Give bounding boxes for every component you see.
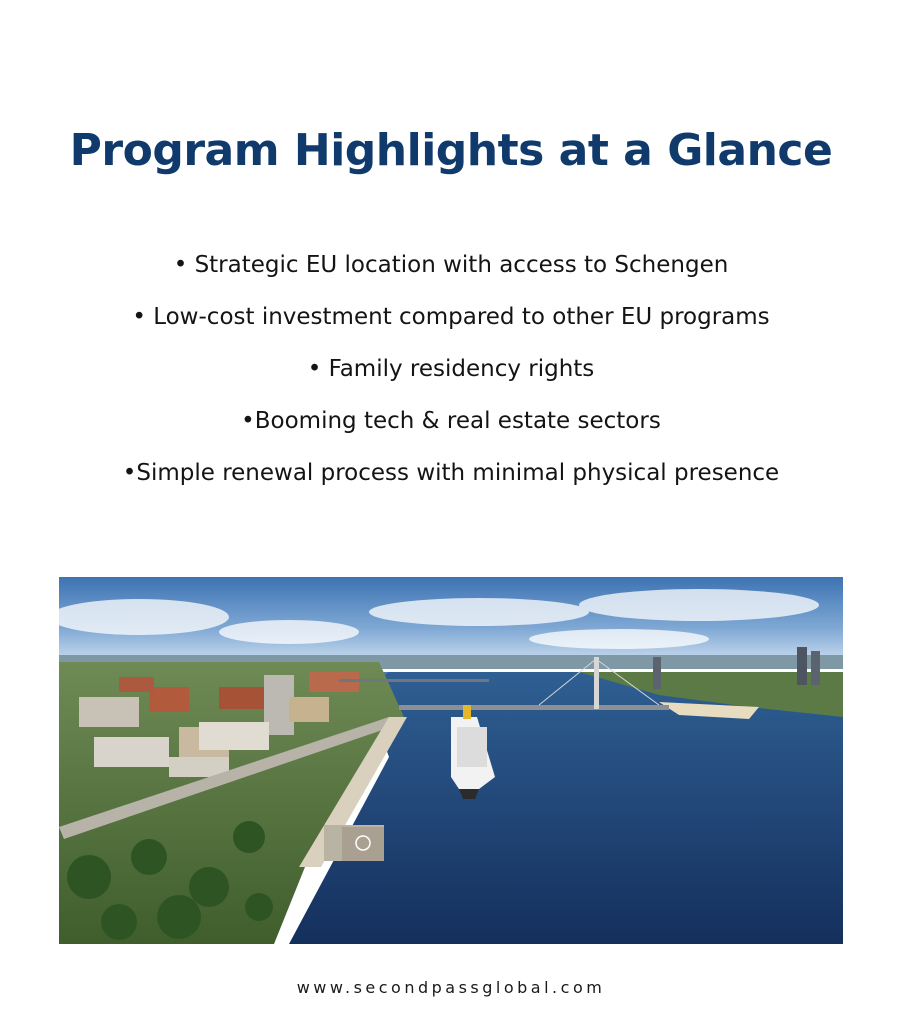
highlight-item: • Family residency rights [307,356,595,382]
highlights-list [0,245,902,505]
city-aerial-photo [59,577,843,944]
bridge [399,705,669,710]
bridge-pylon [594,657,599,709]
website-url: www.secondpassglobal.com [296,978,606,997]
page-title: Program Highlights at a Glance [69,125,833,176]
highlight-item: •Booming tech & real estate sectors [241,408,661,434]
highlight-item: • Strategic EU location with access to Schengen [173,252,729,278]
highlight-item: • Low-cost investment compared to other EU programs [132,304,770,330]
highlight-item: •Simple renewal process with minimal physical presence [122,460,780,486]
